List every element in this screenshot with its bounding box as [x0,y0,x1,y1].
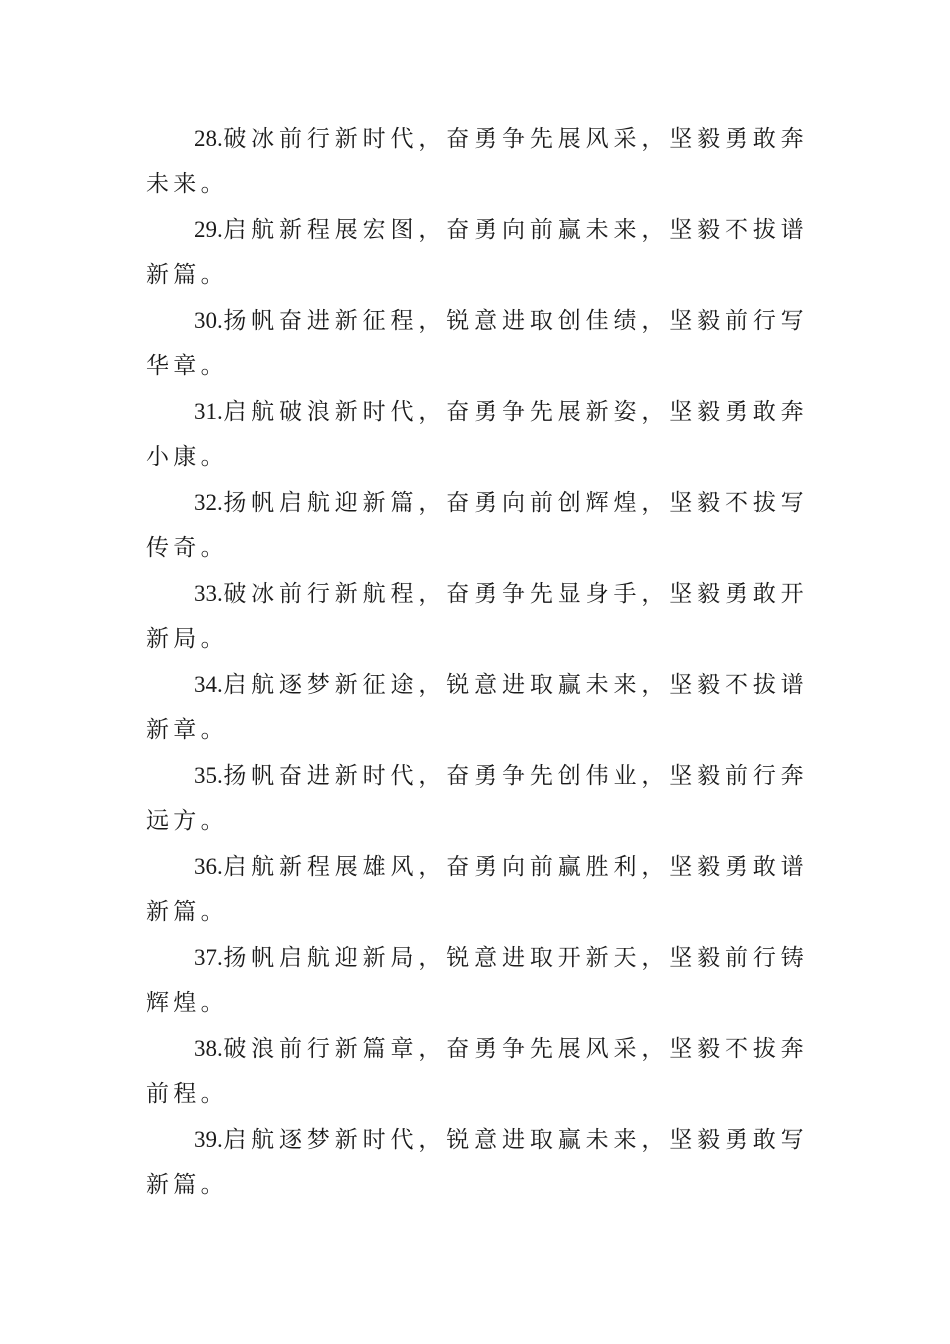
item-number: 37. [194,945,223,970]
item-text: 启航新程展雄风，奋勇向前赢胜利，坚毅勇敢谱新篇。 [146,854,808,925]
list-item [146,844,808,935]
item-text: 扬帆奋进新征程，锐意进取创佳绩，坚毅前行写华章。 [146,308,808,379]
list-item [146,207,808,298]
list-item [146,116,808,207]
item-number: 38. [194,1036,223,1061]
item-text: 启航新程展宏图，奋勇向前赢未来，坚毅不拔谱新篇。 [146,217,808,288]
document-body [146,116,808,1208]
item-number: 33. [194,581,223,606]
list-item [146,389,808,480]
list-item [146,1117,808,1208]
item-number: 29. [194,217,223,242]
item-number: 28. [194,126,223,151]
item-number: 34. [194,672,223,697]
list-item [146,1026,808,1117]
item-text: 扬帆奋进新时代，奋勇争先创伟业，坚毅前行奔远方。 [146,763,808,834]
item-text: 破冰前行新时代，奋勇争先展风采，坚毅勇敢奔未来。 [146,126,808,197]
item-number: 39. [194,1127,223,1152]
item-text: 启航破浪新时代，奋勇争先展新姿，坚毅勇敢奔小康。 [146,399,808,470]
item-number: 30. [194,308,223,333]
item-number: 35. [194,763,223,788]
list-item [146,662,808,753]
item-text: 破浪前行新篇章，奋勇争先展风采，坚毅不拔奔前程。 [146,1036,808,1107]
list-item [146,298,808,389]
item-text: 破冰前行新航程，奋勇争先显身手，坚毅勇敢开新局。 [146,581,808,652]
item-number: 36. [194,854,223,879]
list-item [146,935,808,1026]
item-text: 启航逐梦新征途，锐意进取赢未来，坚毅不拔谱新章。 [146,672,808,743]
list-item [146,571,808,662]
item-text: 启航逐梦新时代，锐意进取赢未来，坚毅勇敢写新篇。 [146,1127,808,1198]
item-number: 31. [194,399,223,424]
item-text: 扬帆启航迎新篇，奋勇向前创辉煌，坚毅不拔写传奇。 [146,490,808,561]
item-number: 32. [194,490,223,515]
item-text: 扬帆启航迎新局，锐意进取开新天，坚毅前行铸辉煌。 [146,945,808,1016]
list-item [146,480,808,571]
list-item [146,753,808,844]
